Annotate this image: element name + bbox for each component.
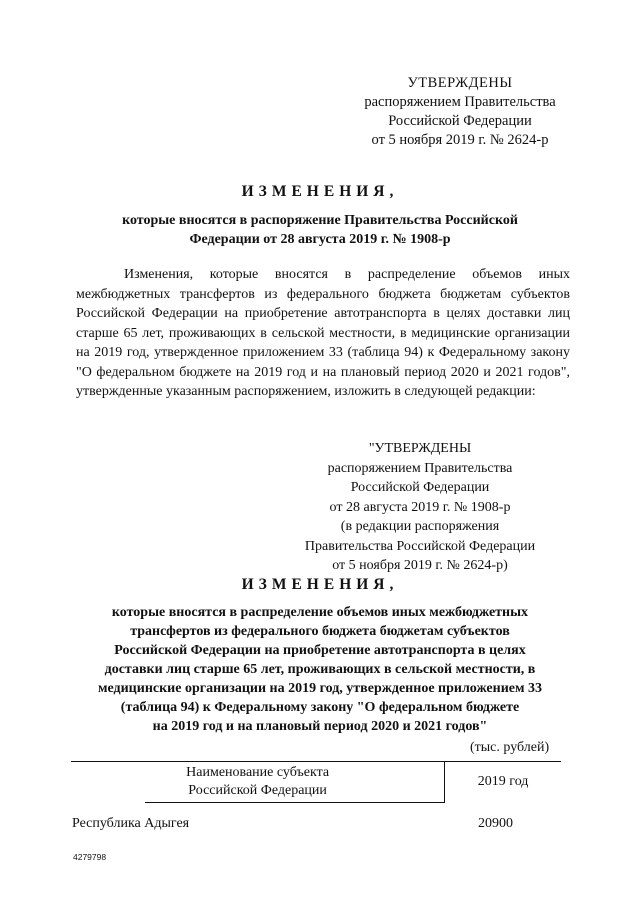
table-bottom-rule [145, 802, 445, 803]
table-header [71, 762, 561, 802]
quoted-subheading-line-2: трансфертов из федерального бюджета бюджетам субъектов [130, 624, 510, 639]
approval-title: УТВЕРЖДЕНЫ [407, 75, 513, 91]
header-subject-line-2: Российской Федерации [188, 783, 327, 798]
quoted-approval-line-6: от 5 ноября 2019 г. № 2624-р) [332, 558, 508, 573]
approval-block [320, 74, 600, 150]
table-units: (тыс. рублей) [470, 740, 550, 755]
header-subject-name [71, 762, 445, 802]
header-year: 2019 год [445, 762, 561, 802]
header-subject-line-1: Наименование субъекта [186, 765, 330, 780]
quoted-subheading-line-4: доставки лиц старше 65 лет, проживающих в сельской местности, в [104, 662, 536, 677]
quoted-heading: ИЗМЕНЕНИЯ, [241, 576, 399, 593]
quoted-subheading-line-3: Российской Федерации на приобретение автотранспорта в целях [114, 643, 526, 658]
quoted-subheading-line-7: на 2019 год и на плановый период 2020 и 2021 годов" [152, 719, 488, 734]
main-heading: ИЗМЕНЕНИЯ, [241, 183, 399, 200]
main-subheading [60, 211, 580, 249]
quoted-subheading-line-5: медицинские организации на 2019 год, утвержденное приложением 33 [97, 681, 543, 696]
quoted-approval-block [270, 439, 570, 576]
quoted-approval-line-3: от 28 августа 2019 г. № 1908-р [329, 499, 511, 515]
approval-line-3: от 5 ноября 2019 г. № 2624-р [371, 132, 549, 148]
quoted-approval-line-1: распоряжением Правительства [327, 460, 513, 476]
quoted-approval-line-4: (в редакции распоряжения [340, 519, 500, 534]
table-row-name: Республика Адыгея [72, 816, 190, 831]
quoted-subheading-line-6: (таблица 94) к Федеральному закону "О федеральном бюджете [120, 700, 520, 715]
quoted-approval-line-2: Российской Федерации [350, 480, 490, 495]
approval-line-1: распоряжением Правительства [364, 94, 556, 110]
main-subheading-line-1: которые вносятся в распоряжение Правительства Российской [122, 213, 518, 228]
body-paragraph: Изменения, которые вносятся в распределение объемов иных межбюджетных трансфертов из федерального бюджета бюджетам субъектов Российской Федерации на приобретение автотранспорта в целях доставки лиц старше 65 лет, проживающих в сельской местности, в медицинские организации на 2019 год, утвержденное приложением 33 (таблица 94) к Федеральному закону "О федеральном бюджете на 2019 год и на плановый период 2020 и 2021 годов", утвержденные указанным распоряжением, изложить в следующей редакции: [76, 267, 570, 399]
quoted-subheading-line-1: которые вносятся в распределение объемов иных межбюджетных [111, 605, 529, 620]
approval-line-2: Российской Федерации [388, 113, 532, 129]
quoted-subheading [60, 603, 580, 736]
quoted-approval-title: "УТВЕРЖДЕНЫ [368, 441, 472, 456]
document-number: 4279798 [73, 852, 107, 862]
quoted-approval-line-5: Правительства Российской Федерации [304, 538, 536, 554]
table-row-value: 20900 [478, 816, 513, 831]
main-subheading-line-2: Федерации от 28 августа 2019 г. № 1908-р [189, 232, 451, 247]
